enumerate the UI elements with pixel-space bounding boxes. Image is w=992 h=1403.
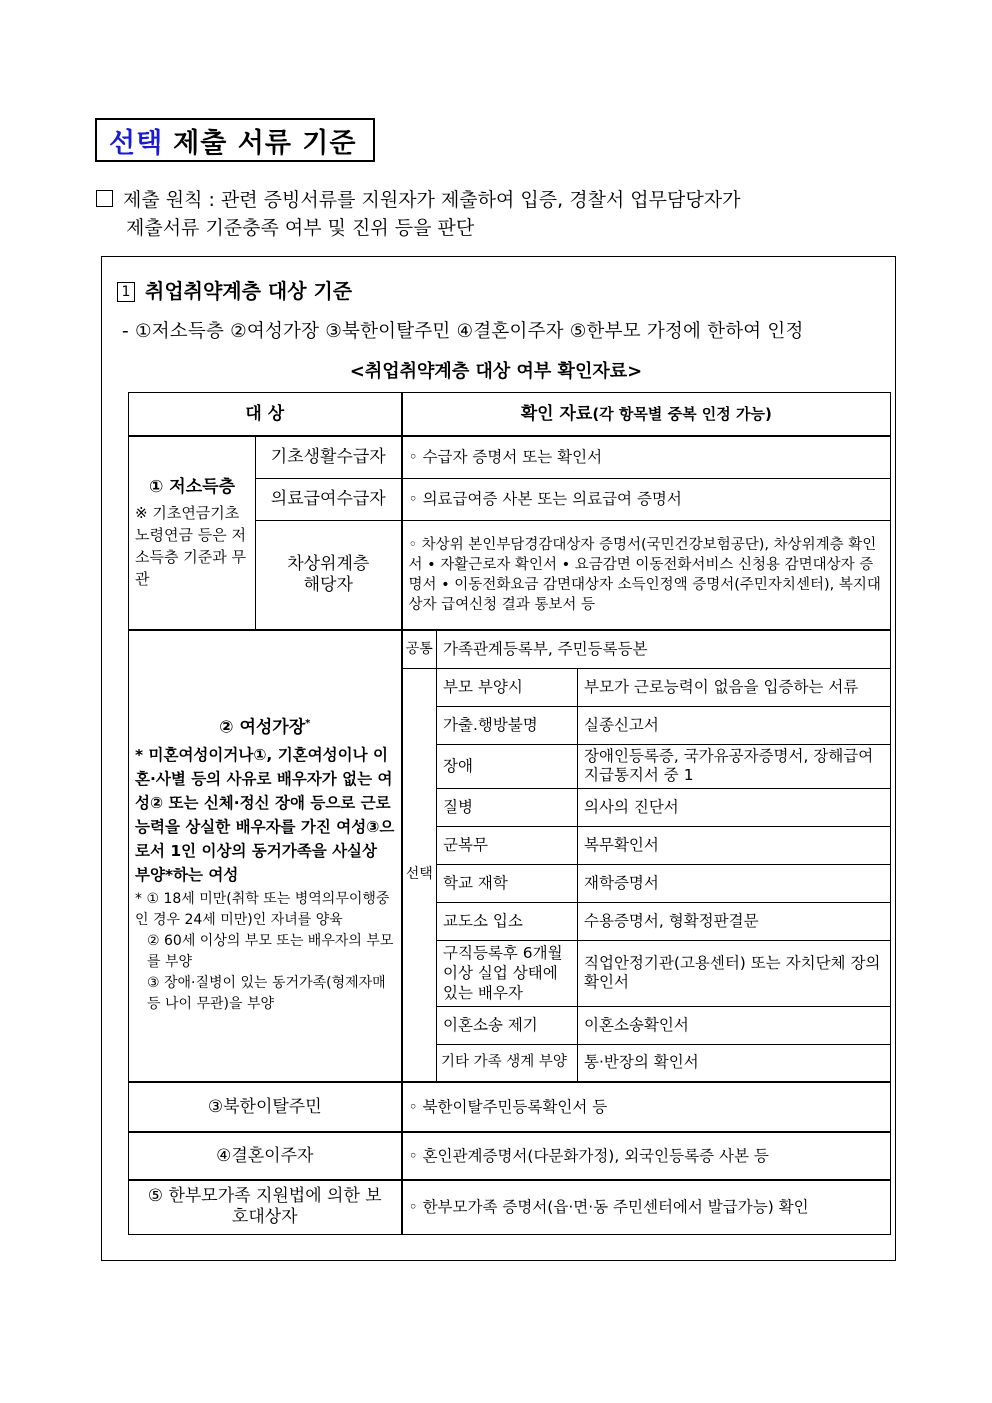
defector-doc: ◦ 북한이탈주민등록확인서 등 bbox=[402, 1082, 891, 1132]
low-income-sub: 기초생활수급자 bbox=[256, 436, 402, 478]
table-caption: <취업취약계층 대상 여부 확인자료> bbox=[349, 361, 643, 382]
submission-principle bbox=[96, 186, 904, 242]
case-label: 기타 가족 생계 부양 bbox=[437, 1044, 578, 1082]
case-doc: 복무확인서 bbox=[578, 826, 891, 864]
case-label: 가출.행방불명 bbox=[437, 706, 578, 744]
title-rest: 제출 서류 기준 bbox=[173, 127, 357, 159]
header-target: 대 상 bbox=[129, 393, 402, 437]
female-head-note: * ① 18세 미만(취학 또는 병역의무이행중인 경우 24세 미만)인 자녀를 양육 bbox=[135, 890, 390, 928]
female-head-cell bbox=[129, 630, 402, 1082]
case-label: 질병 bbox=[437, 788, 578, 826]
low-income-sub: 차상위계층 해당자 bbox=[256, 520, 402, 630]
single-parent-title: ⑤ 한부모가족 지원법에 의한 보호대상자 bbox=[129, 1180, 402, 1234]
principle-line1: 제출 원칙 : 관련 증빙서류를 지원자가 제출하여 입증, 경찰서 업무담당자가 bbox=[123, 189, 741, 211]
page-title bbox=[95, 118, 375, 162]
female-head-desc: * 미혼여성이거나①, 기혼여성이나 이혼·사별 등의 사유로 배우자가 없는 여성② 또는 신체·정신 장애 등으로 근로능력을 상실한 배우자를 가진 여성③으로서 1인 이상의 동거가족을 사실상 부양*하는 여성 bbox=[135, 745, 395, 884]
low-income-note: ※ 기초연금기초노령연금 등은 저소득층 기준과 무관 bbox=[135, 503, 246, 588]
single-parent-doc: ◦ 한부모가족 증명서(읍·면·동 주민센터에서 발급가능) 확인 bbox=[402, 1180, 891, 1234]
section-title bbox=[117, 275, 352, 304]
verification-table bbox=[128, 392, 891, 1235]
title-accent: 선택 bbox=[109, 127, 164, 159]
case-doc: 장애인등록증, 국가유공자증명서, 장해급여지급통지서 중 1 bbox=[578, 744, 891, 788]
case-label: 부모 부양시 bbox=[437, 668, 578, 706]
low-income-sub: 의료급여수급자 bbox=[256, 478, 402, 520]
case-doc: 실종신고서 bbox=[578, 706, 891, 744]
case-label: 학교 재학 bbox=[437, 864, 578, 902]
case-doc: 직업안정기관(고용센터) 또는 자치단체 장의 확인서 bbox=[578, 940, 891, 1006]
common-doc: 가족관계등록부, 주민등록등본 bbox=[437, 630, 891, 668]
principle-line2: 제출서류 기준충족 여부 및 진위 등을 판단 bbox=[126, 217, 475, 239]
female-head-title-text: ② 여성가장 bbox=[219, 717, 306, 738]
low-income-cell bbox=[129, 436, 256, 630]
defector-title: ③북한이탈주민 bbox=[129, 1082, 402, 1132]
case-doc: 의사의 진단서 bbox=[578, 788, 891, 826]
marriage-doc: ◦ 혼인관계증명서(다문화가정), 외국인등록증 사본 등 bbox=[402, 1132, 891, 1180]
case-label: 구직등록후 6개월 이상 실업 상태에 있는 배우자 bbox=[437, 940, 578, 1006]
case-doc: 통·반장의 확인서 bbox=[578, 1044, 891, 1082]
low-income-title: ① 저소득층 bbox=[149, 476, 235, 497]
case-label: 장애 bbox=[437, 744, 578, 788]
female-head-title bbox=[135, 713, 395, 739]
case-doc: 재학증명서 bbox=[578, 864, 891, 902]
case-doc: 이혼소송확인서 bbox=[578, 1006, 891, 1044]
case-label: 이혼소송 제기 bbox=[437, 1006, 578, 1044]
female-head-note: ③ 장애·질병이 있는 동거가족(형제자매 등 나이 무관)을 부양 bbox=[147, 974, 386, 1012]
case-doc: 부모가 근로능력이 없음을 입증하는 서류 bbox=[578, 668, 891, 706]
checkbox-icon bbox=[96, 190, 113, 207]
select-label: 선택 bbox=[402, 668, 437, 1082]
female-head-notes bbox=[135, 889, 395, 1015]
header-docs-sub: (각 항목별 중복 인정 가능) bbox=[592, 404, 772, 423]
common-label: 공통 bbox=[402, 630, 437, 668]
case-label: 교도소 입소 bbox=[437, 902, 578, 940]
section-title-text: 취업취약계층 대상 기준 bbox=[145, 279, 353, 303]
header-docs bbox=[402, 393, 891, 437]
low-income-doc: ◦ 의료급여증 사본 또는 의료급여 증명서 bbox=[402, 478, 891, 520]
header-docs-main: 확인 자료 bbox=[520, 403, 593, 424]
marriage-title: ④결혼이주자 bbox=[129, 1132, 402, 1180]
female-head-note: ② 60세 이상의 부모 또는 배우자의 부모를 부양 bbox=[147, 932, 394, 970]
female-head-title-mark: * bbox=[305, 718, 311, 729]
low-income-doc: ◦ 수급자 증명서 또는 확인서 bbox=[402, 436, 891, 478]
case-doc: 수용증명서, 형확정판결문 bbox=[578, 902, 891, 940]
low-income-doc: ◦ 차상위 본인부담경감대상자 증명서(국민건강보험공단), 차상위계층 확인서 • 자활근로자 확인서 • 요금감면 이동전화서비스 신청용 감면대상자 증명서 • 이동전화요금 감면대상자 소득인정액 증명서(주민자치센터), 복지대상자 급여신청 결과 통보서 등 bbox=[402, 520, 891, 630]
section-description: - ①저소득층 ②여성가장 ③북한이탈주민 ④결혼이주자 ⑤한부모 가정에 한하여 인정 bbox=[122, 321, 804, 342]
section-number: 1 bbox=[117, 282, 135, 302]
case-label: 군복무 bbox=[437, 826, 578, 864]
